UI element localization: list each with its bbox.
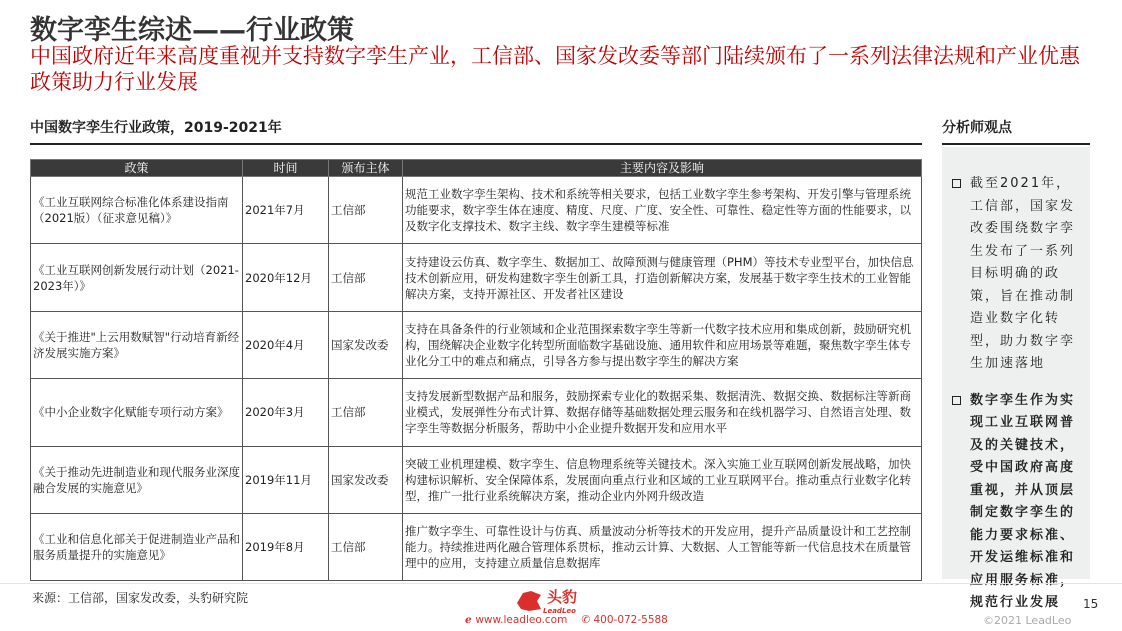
analyst-title: 分析师观点 [942,117,1090,145]
leopard-logo-icon [515,589,543,613]
table-row [31,446,922,513]
policy-cell: 《中小企业数字化赋能专项行动方案》 [31,379,243,446]
phone-number: ✆ 400-072-5588 [581,614,668,626]
content-cell: 支持建设云仿真、数字孪生、数据加工、故障预测与健康管理（PHM）等技术专业型平台，加快信息技术创新应用，研发构建数字孪生创新工具，打造创新解决方案，发展基于数字孪生技术的工业智能解决方案，支持开源社区、开发者社区建设 [403,244,922,311]
issuer-cell: 国家发改委 [329,446,403,513]
content-cell: 支持在具备条件的行业领域和企业范围探索数字孪生等新一代数字技术应用和集成创新，鼓励研究机构，围绕解决企业数字化转型所面临数字基础设施、通用软件和应用场景等难题，聚焦数字孪生体专业化分工中的难点和痛点，引导各方参与提出数字孪生的解决方案 [403,311,922,378]
issuer-cell: 国家发改委 [329,311,403,378]
issuer-cell: 工信部 [329,244,403,311]
page-title: 数字孪生综述——行业政策 [30,15,354,46]
table-row [31,177,922,244]
leadleo-logo: 头豹 LeadLeo [515,586,577,615]
col-header-policy: 政策 [31,160,243,177]
policy-cell: 《关于推进"上云用数赋智"行动培育新经济发展实施方案》 [31,311,243,378]
date-cell: 2020年3月 [243,379,329,446]
website-link[interactable]: ℯ www.leadleo.com [465,614,568,626]
footer-contact [465,614,668,626]
col-header-date: 时间 [243,160,329,177]
policy-cell: 《工业互联网创新发展行动计划（2021-2023年）》 [31,244,243,311]
policy-cell: 《关于推动先进制造业和现代服务业深度融合发展的实施意见》 [31,446,243,513]
table-row [31,513,922,580]
phone-icon: ✆ [581,614,594,626]
date-cell: 2021年7月 [243,177,329,244]
issuer-cell: 工信部 [329,513,403,580]
source-note: 来源：工信部，国家发改委，头豹研究院 [32,591,249,605]
web-e-icon: ℯ [465,614,476,626]
policy-cell: 《工业互联网综合标准化体系建设指南（2021版）（征求意见稿）》 [31,177,243,244]
col-header-content: 主要内容及影响 [403,160,922,177]
content-cell: 规范工业数字孪生架构、技术和系统等相关要求，包括工业数字孪生参考架构、开发引擎与管理系统功能要求，数字孪生体在速度、精度、尺度、广度、安全性、可靠性、稳定性等方面的性能要求，以及数字化支撑技术、数字主线、数字孪生建模等标准 [403,177,922,244]
checkbox-bullet-icon [952,396,961,405]
table-row [31,244,922,311]
policy-table [30,159,922,581]
checkbox-bullet-icon [952,179,961,188]
date-cell: 2019年11月 [243,446,329,513]
date-cell: 2019年8月 [243,513,329,580]
table-row [31,379,922,446]
content-cell: 推广数字孪生、可靠性设计与仿真、质量波动分析等技术的开发应用，提升产品质量设计和工艺控制能力。持续推进两化融合管理体系贯标，推动云计算、大数据、人工智能等新一代信息技术在质量管理中的应用，支持建立质量信息数据库 [403,513,922,580]
table-section-title: 中国数字孪生行业政策，2019-2021年 [30,117,922,145]
policy-cell: 《工业和信息化部关于促进制造业产品和服务质量提升的实施意见》 [31,513,243,580]
analyst-point: 截至2021年，工信部，国家发改委围绕数字孪生发布了一系列目标明确的政策，旨在推动制造业数字化转型，助力数字孪生加速落地 [952,173,1082,376]
issuer-cell: 工信部 [329,379,403,446]
copyright: ©2021 LeadLeo [983,614,1072,627]
issuer-cell: 工信部 [329,177,403,244]
col-header-issuer: 颁布主体 [329,160,403,177]
analyst-panel [942,147,1090,610]
content-cell: 支持发展新型数据产品和服务，鼓励探索专业化的数据采集、数据清洗、数据交换、数据标注等新商业模式，发展弹性分布式计算、数据存储等基础数据处理云服务和在线机器学习、自然语言处理、数字孪生等数据分析服务，帮助中小企业提升数据开发和应用水平 [403,379,922,446]
analyst-point: 数字孪生作为实现工业互联网普及的关键技术，受中国政府高度重视，并从顶层制定数字孪生的能力要求标准、开发运维标准和应用服务标准，规范行业发展 [952,390,1082,615]
footer-divider [0,583,1122,584]
date-cell: 2020年4月 [243,311,329,378]
page-subtitle: 中国政府近年来高度重视并支持数字孪生产业，工信部、国家发改委等部门陆续颁布了一系列法律法规和产业优惠政策助力行业发展 [30,44,1080,94]
table-row [31,311,922,378]
content-cell: 突破工业机理建模、数字孪生、信息物理系统等关键技术。深入实施工业互联网创新发展战略，加快构建标识解析、安全保障体系，发展面向重点行业和区域的工业互联网平台。推动重点行业数字化转型，推广一批行业系统解决方案，推动企业内外网升级改造 [403,446,922,513]
page-number: 15 [1083,597,1099,611]
date-cell: 2020年12月 [243,244,329,311]
